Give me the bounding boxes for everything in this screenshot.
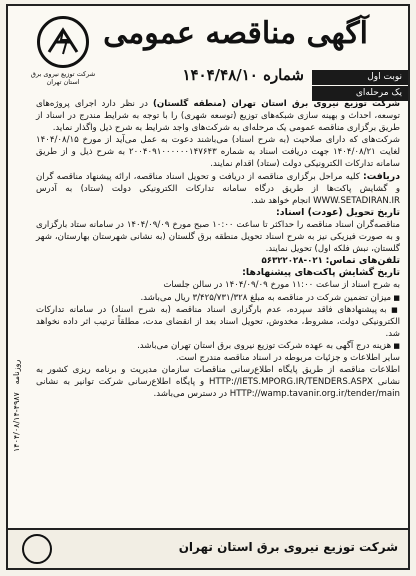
receive-text: کلیه مراحل برگزاری مناقصه از دریافت و تحویل اسناد مناقصه، ارائه پیشنهاد مناقصه گران و گشایش پاکت‌ها از طریق درگاه سامانه تدارکات الکترونیکی دولت (ستاد) به آدرس WWW.SETADIRAN.IR انجام خواهد شد. (36, 171, 400, 206)
notice-title: آگهی مناقصه عمومی (103, 16, 368, 51)
delivery-heading: تاریخ تحویل (عودت) اسناد: (276, 206, 400, 218)
company-name: شرکت توزیع نیروی برق استان تهران (منطقه گلستان) (152, 99, 400, 109)
tender-notice (6, 4, 410, 570)
company-logo (22, 16, 104, 86)
late-text: ■ به پیشنهادهای فاقد سپرده، عدم بارگزاری اسناد مناقصه (به شرح اسناد) در سامانه تدارکات الکترونیکی دولت، مشروط، مخدوش، تحویل اسناد بعد از انقضای مدت، مطلقاً ترتیب اثر داده نخواهد شد. (36, 304, 400, 340)
side-newspaper-stamp (12, 256, 28, 556)
phone-label: تلفن‌های تماس: (325, 255, 400, 267)
logo-caption-line-2: استان تهران (46, 78, 80, 86)
footer-company: شرکت توزیع نیروی برق استان تهران (178, 540, 398, 554)
intro-paragraph (36, 98, 400, 134)
cost-text: ■ هزینه درج آگهی به عهده شرکت توزیع نیروی برق استان تهران می‌باشد. (36, 340, 400, 352)
power-logo-icon (37, 16, 89, 68)
guarantee-text: ■ میزان تضمین شرکت در مناقصه به مبلغ ۳/۴۲۵/۷۳۱/۳۲۸ ریال می‌باشد. (36, 292, 400, 304)
receive-paragraph (36, 171, 400, 207)
notice-number: شماره ۱۴۰۴/۴۸/۱۰ (182, 66, 304, 84)
info-text: اطلاعات مناقصه از طریق پایگاه اطلاع‌رسانی مناقصات سازمان مدیریت و برنامه ریزی کشور به نشانی HTTP://IETS.MPORG.IR/TENDERS.ASPX و پایگاه اطلاع‌رسانی شرکت توانیر به نشانی HTTP://wamp.tavanir.org.ir/tender/main در دسترس می‌باشد. (36, 365, 400, 400)
notice-body (36, 98, 400, 400)
footer-logo-icon (22, 534, 52, 564)
side-code: ۴۹۸۷-۱۴۰۴/۰۸/۱۴ (12, 392, 21, 453)
phone-value: ۰۲۱-۵۶۳۲۲۰۲۸ (261, 256, 323, 267)
logo-caption (22, 70, 104, 86)
eligible-paragraph: شرکت‌های که دارای صلاحیت (به شرح اسناد) می‌باشند دعوت به عمل می‌آید از مورخ ۱۴۰۴/۰۸/۱۵ لغایت ۱۴۰۴/۰۸/۲۱ جهت دریافت اسناد به شماره ۲۰۰۴۰۹۱۰۰۰۰۰۰۱۴۷۶۴۳ به شرح ذیل و از طریق سامانه تدارکات الکترونیکی دولت (ستاد) اقدام نمایند. (36, 135, 400, 170)
phone-line (36, 255, 400, 267)
opening-text: به شرح اسناد از ساعت ۱۱:۰۰ مورخ ۱۴۰۴/۰۹/۰۹ در سالن جلسات (163, 280, 400, 291)
opening-heading: تاریخ گشایش پاکت‌های پیشنهادها: (242, 267, 400, 279)
delivery-text: مناقصه‌گران اسناد مناقصه را حداکثر تا ساعت ۱۰:۰۰ صبح مورخ ۱۴۰۴/۰۹/۰۹ در سامانه ستاد بارگزاری و به صورت فیزیکی نیز به شرح اسناد تحویل منطقه برق گلستان (به نشانی شهرستان بهارستان، شهر گلستان، نبش فلکه اول) تحویل نمایند. (36, 219, 400, 255)
notice-header (8, 6, 408, 98)
tag-first-round: نوبت اول (312, 70, 408, 85)
other-text: سایر اطلاعات و جزئیات مربوطه در اسناد مناقصه مندرج است. (176, 352, 400, 363)
side-paper-name: روزنامه (12, 359, 21, 385)
tag-single-stage: یک مرحله‌ای (312, 86, 408, 101)
intro-text: در نظر دارد اجرای پروژه‌های توسعه، احداث و بهینه سازی شبکه‌های توزیع (توسعه شهری) را با توجه به شرایط مندرج در اسناد از طریق برگزاری مناقصه عمومی یک مرحله‌ای به شرکت‌های واجد شرایط به شرح ذیل واگذار نماید. (36, 99, 400, 134)
receive-label: دریافت: (362, 170, 401, 182)
logo-caption-line-1: شرکت توزیع نیروی برق (30, 70, 96, 78)
notice-footer (8, 528, 408, 568)
